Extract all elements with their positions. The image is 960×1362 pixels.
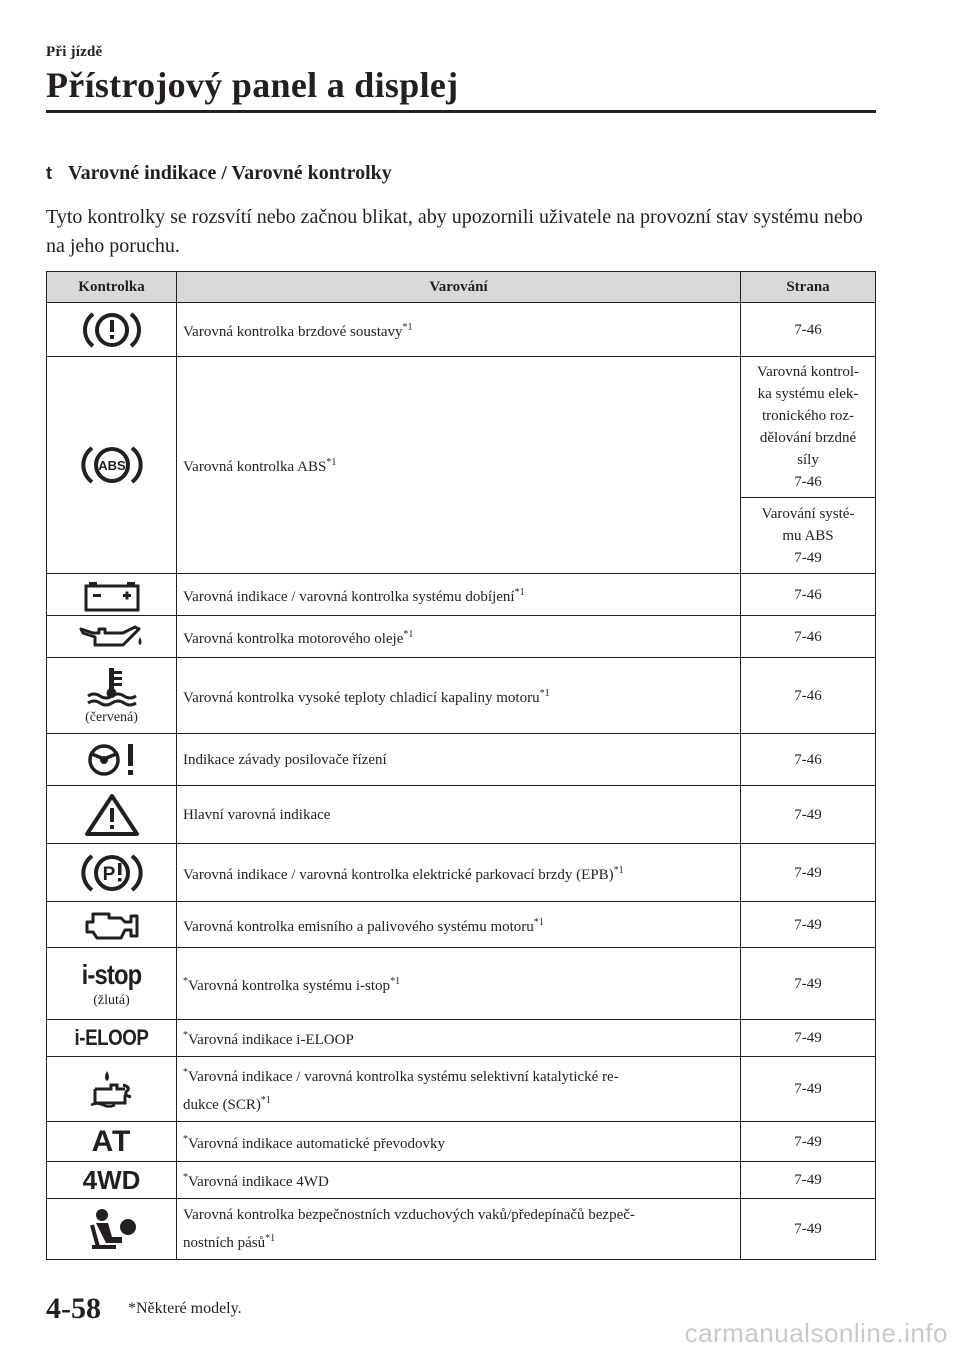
row-description: Varovná kontrolka brzdové soustavy$^{*1}$: [177, 303, 741, 357]
icon-cell: [47, 786, 177, 844]
icon-cell: [47, 574, 177, 616]
watermark: carmanualsonline.info: [684, 1318, 948, 1348]
abs-warning-icon: [81, 443, 143, 487]
subheading-text: Varovné indikace / Varovné kontrolky: [68, 162, 392, 184]
row-page: 7-46: [741, 616, 876, 658]
icon-color-note: (žlutá): [93, 992, 130, 1008]
header-varovani: Varování: [177, 272, 741, 303]
table-row: [47, 1122, 876, 1162]
row-page: 7-49: [741, 786, 876, 844]
icon-color-note: (červená): [85, 709, 138, 725]
row-description: Varovná kontrolka vysoké teploty chladicí kapaliny motoru$^{*1}$: [177, 658, 741, 734]
table-row: [47, 1057, 876, 1122]
row-description: Varovná kontrolka bezpečnostních vzduchových vaků/předepínačů bezpeč- nostních pásů$^{*1}$: [177, 1199, 741, 1260]
row-description: *Varovná indikace 4WD: [177, 1162, 741, 1199]
row-description: Varovná kontrolka emisního a palivového systému motoru$^{*1}$: [177, 902, 741, 948]
row-description: Varovná indikace / varovná kontrolka elektrické parkovací brzdy (EPB)$^{*1}$: [177, 844, 741, 902]
row-description: Indikace závady posilovače řízení: [177, 734, 741, 786]
table-row: [47, 786, 876, 844]
oil-can-icon: [79, 623, 145, 651]
master-warning-icon: [84, 793, 140, 837]
header-strana: Strana: [741, 272, 876, 303]
row-page: Varovná kontrol- ka systému elek- tronického roz- dělování brzdné síly 7-46: [741, 357, 876, 498]
header-kontrolka: Kontrolka: [47, 272, 177, 303]
icon-cell: [47, 616, 177, 658]
table-header-row: [47, 272, 876, 303]
row-description: *Varovná kontrolka systému i-stop$^{*1}$: [177, 948, 741, 1020]
icon-cell: [47, 1020, 177, 1057]
subheading: [46, 162, 392, 185]
table-row: [47, 844, 876, 902]
icon-cell: [47, 844, 177, 902]
section-label: Při jízdě: [46, 44, 103, 60]
table-row: [47, 1020, 876, 1057]
4wd-icon: 4WD: [82, 1165, 141, 1195]
table-row: [47, 658, 876, 734]
subheading-bullet: t: [46, 163, 52, 183]
icon-cell: [47, 948, 177, 1020]
row-description: *Varovná indikace automatické převodovky: [177, 1122, 741, 1162]
scr-icon: [87, 1069, 137, 1109]
title-rule: [46, 110, 876, 113]
warning-lights-table: [46, 271, 876, 1260]
at-icon: AT: [91, 1124, 132, 1158]
icon-cell: [47, 1162, 177, 1199]
footnote: *Některé modely.: [128, 1300, 242, 1317]
icon-cell: [47, 357, 177, 574]
row-page: 7-46: [741, 574, 876, 616]
table-row: [47, 303, 876, 357]
intro-paragraph: Tyto kontrolky se rozsvítí nebo začnou blikat, aby upozornili uživatele na provozní stav systému nebo na jeho poruchu.: [46, 206, 863, 257]
coolant-temperature-icon: [84, 666, 140, 708]
row-description: Varovná kontrolka motorového oleje$^{*1}$: [177, 616, 741, 658]
icon-cell: [47, 1057, 177, 1122]
i-eloop-icon: i-ELOOP: [74, 1025, 149, 1050]
icon-cell: [47, 303, 177, 357]
row-page: 7-49: [741, 1199, 876, 1260]
icon-cell: [47, 1199, 177, 1260]
icon-cell: [47, 658, 177, 734]
page-title: Přístrojový panel a displej: [46, 65, 459, 105]
row-page: 7-49: [741, 948, 876, 1020]
row-page: 7-49: [741, 1122, 876, 1162]
row-page: 7-49: [741, 1057, 876, 1122]
row-page: 7-49: [741, 844, 876, 902]
svg-text:P: P: [102, 863, 115, 885]
check-engine-icon: [81, 908, 143, 942]
row-page: 7-46: [741, 734, 876, 786]
row-description: Varovná kontrolka ABS$^{*1}$: [177, 357, 741, 574]
icon-cell: [47, 734, 177, 786]
row-page: Varování systé- mu ABS 7-49: [741, 498, 876, 574]
i-stop-icon: i-stop: [81, 958, 142, 990]
row-page: 7-49: [741, 1162, 876, 1199]
icon-cell: [47, 1122, 177, 1162]
page-number: 4-58: [46, 1292, 101, 1325]
icon-cell: [47, 902, 177, 948]
svg-text:ABS: ABS: [97, 458, 126, 473]
table-row: [47, 948, 876, 1020]
table-row: [47, 574, 876, 616]
table-row: [47, 616, 876, 658]
row-page: 7-46: [741, 303, 876, 357]
table-row: [47, 357, 876, 498]
table-row: [47, 902, 876, 948]
row-page: 7-49: [741, 1020, 876, 1057]
battery-icon: [83, 578, 141, 612]
brake-warning-icon: [81, 310, 143, 350]
table-row: [47, 734, 876, 786]
table-row: [47, 1199, 876, 1260]
power-steering-icon: [84, 742, 140, 778]
row-page: 7-46: [741, 658, 876, 734]
epb-icon: [81, 851, 143, 895]
row-description: Varovná indikace / varovná kontrolka systému dobíjení$^{*1}$: [177, 574, 741, 616]
row-page: 7-49: [741, 902, 876, 948]
row-description: *Varovná indikace i-ELOOP: [177, 1020, 741, 1057]
row-description: Hlavní varovná indikace: [177, 786, 741, 844]
airbag-icon: [86, 1207, 138, 1251]
row-description: *Varovná indikace / varovná kontrolka systému selektivní katalytické re- dukce (SCR)$^{*1}$: [177, 1057, 741, 1122]
table-row: [47, 1162, 876, 1199]
